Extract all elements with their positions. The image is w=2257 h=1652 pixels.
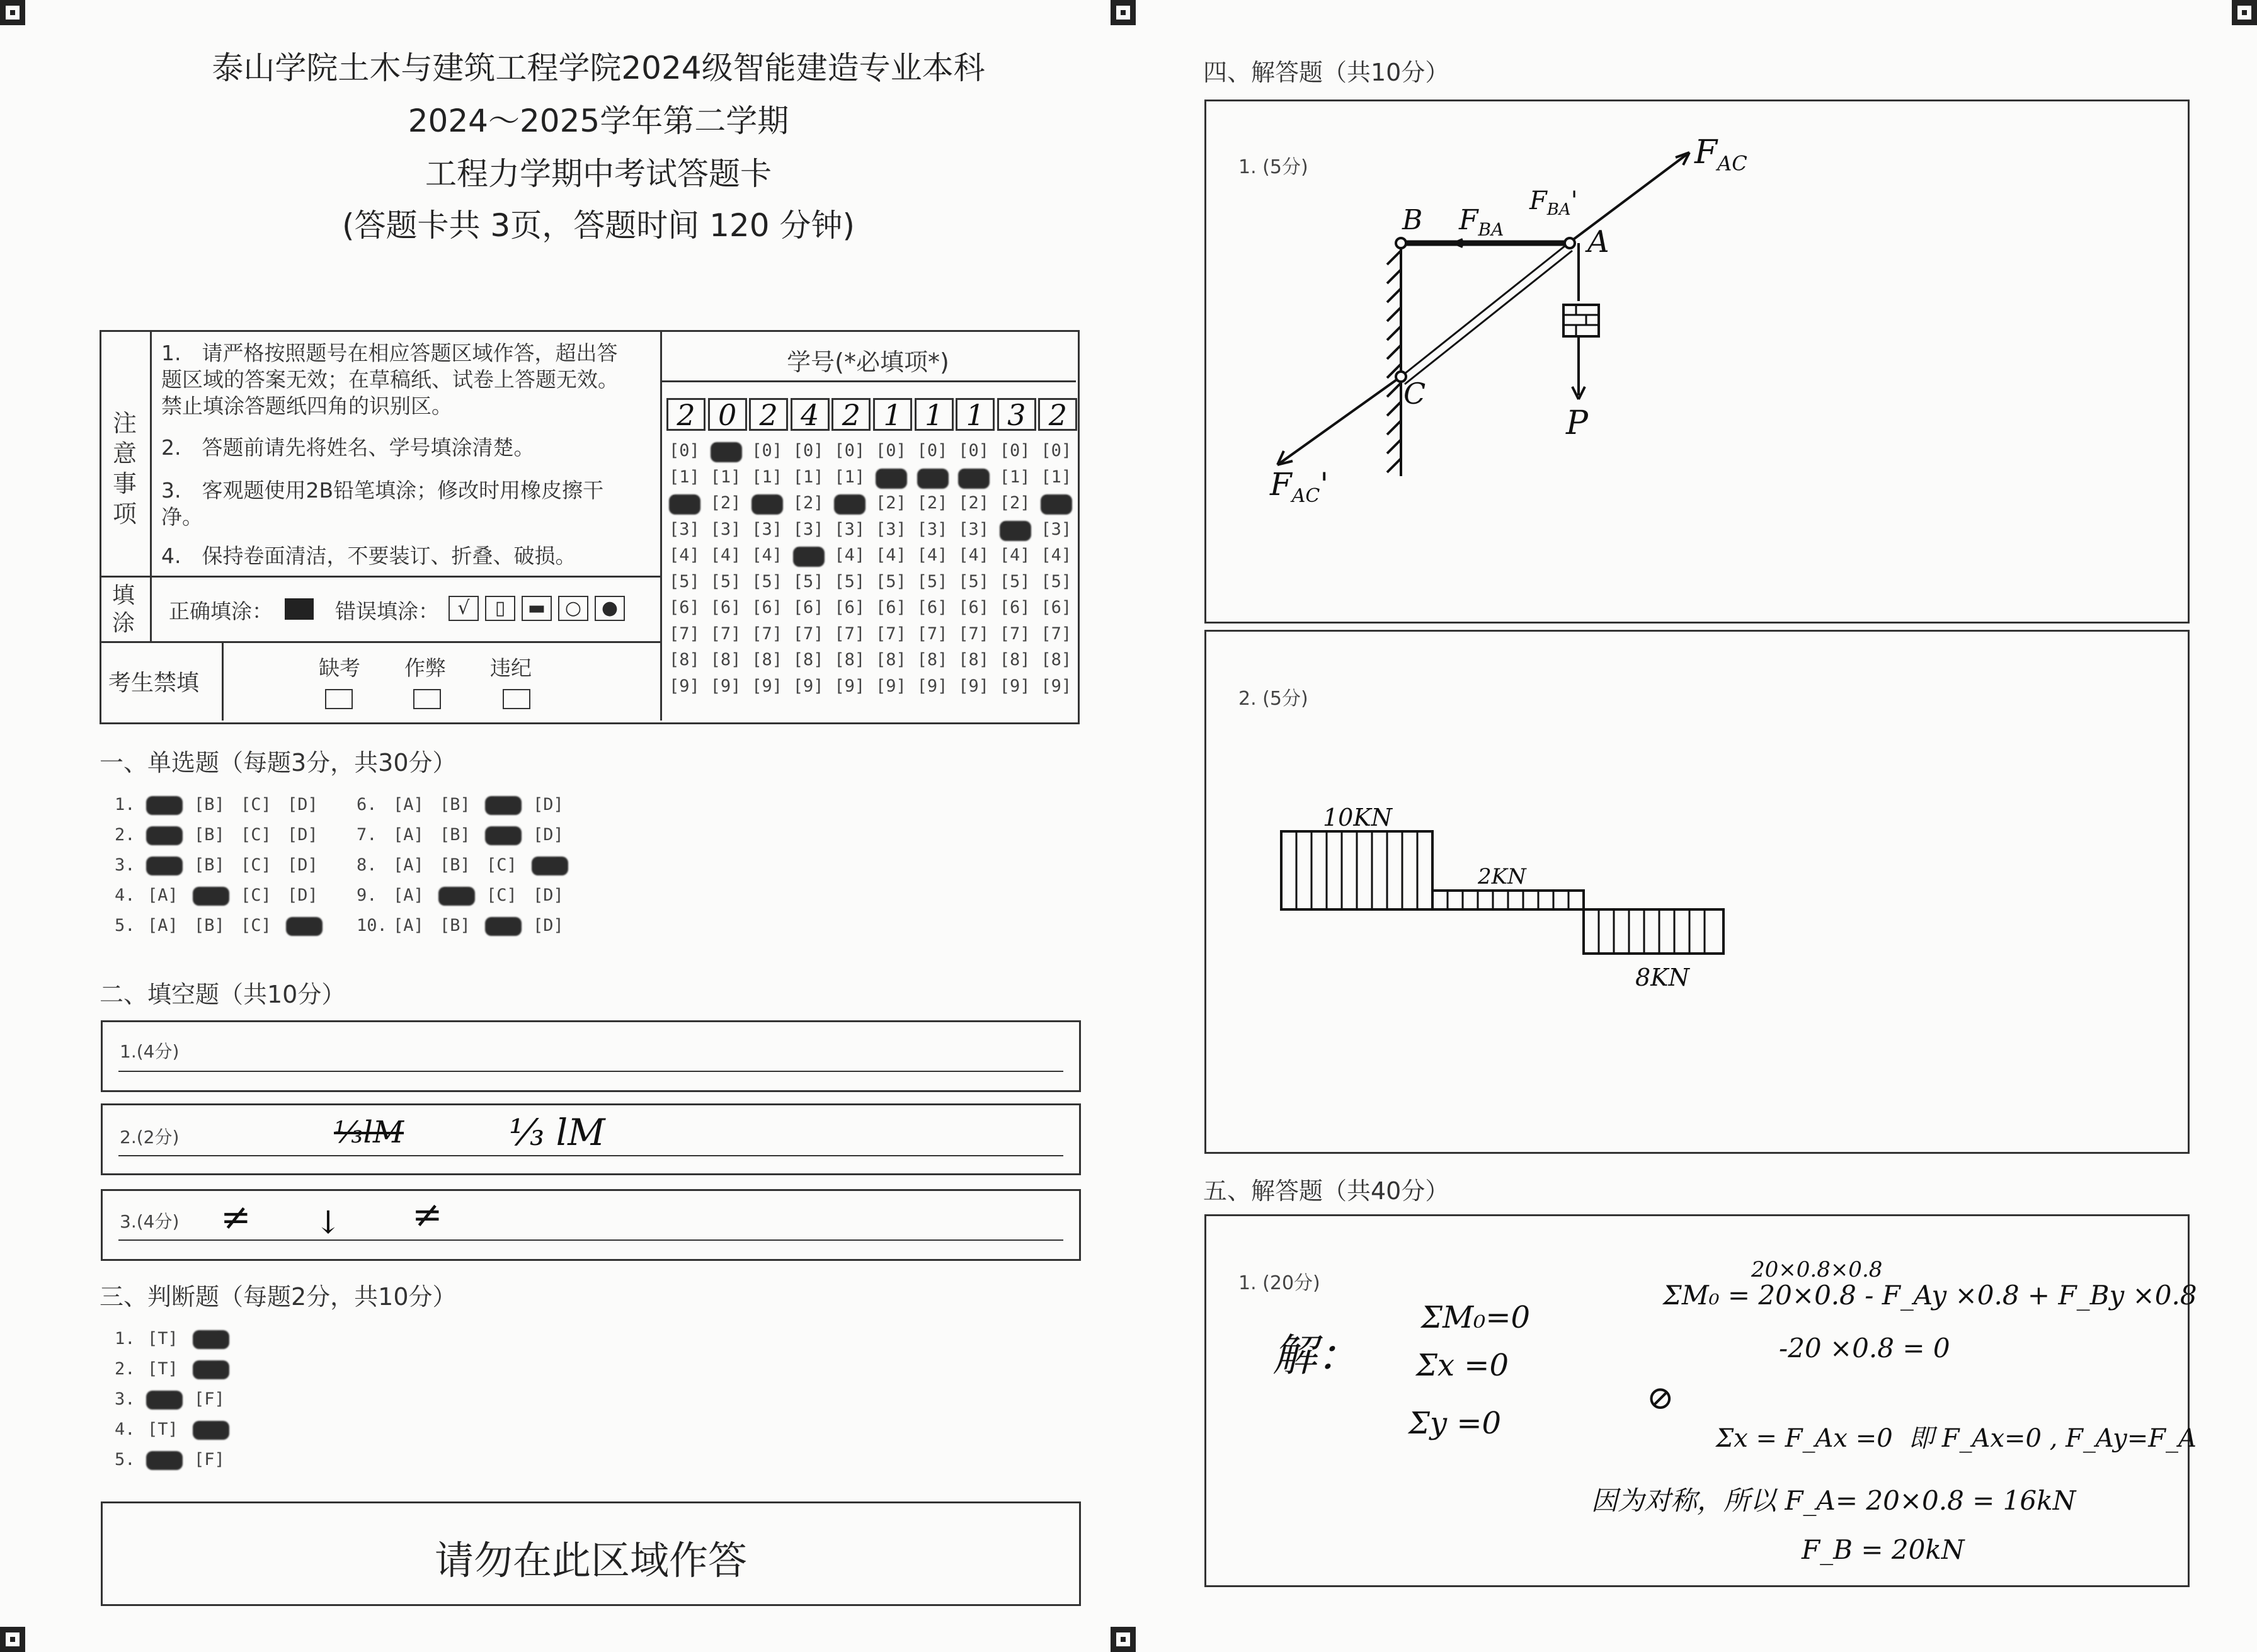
student-id-bubble[interactable]: [7] (958, 624, 989, 644)
truss-diagram (1204, 100, 2186, 620)
single-choice-option[interactable]: [D] (533, 886, 564, 905)
student-id-bubble[interactable]: [9] (1041, 676, 1072, 696)
student-id-filled-mark (917, 469, 949, 489)
student-id-bubble[interactable]: [9] (669, 676, 700, 696)
student-id-bubble[interactable]: [5] (751, 571, 782, 591)
student-id-bubble[interactable]: [4] (834, 545, 866, 565)
eq-sum-y: Σy =0 (1408, 1406, 1502, 1441)
true-false-title: 三、判断题（每题2分，共10分） (100, 1283, 457, 1311)
student-id-bubble[interactable]: [1] (751, 467, 782, 487)
student-id-bubble[interactable]: [4] (999, 545, 1031, 565)
student-id-bubble[interactable]: [9] (917, 676, 948, 696)
student-id-bubble[interactable]: [9] (876, 676, 906, 696)
section5-q1-label: 1. (20分) (1238, 1272, 1320, 1294)
student-id-digit: 1 (915, 398, 954, 431)
student-id-bubble[interactable]: [9] (999, 676, 1031, 696)
student-id-bubble[interactable]: [0] (917, 441, 948, 460)
student-id-bubble[interactable]: [4] (751, 545, 782, 565)
joint-a (1565, 238, 1575, 248)
fill-blank-q2-answer: ⅓ lM (509, 1111, 605, 1154)
student-id-digit: 2 (831, 398, 871, 431)
student-id-bubble[interactable]: [6] (917, 598, 948, 617)
header-line1: 泰山学院土木与建筑工程学院2024级智能建造专业本科 (212, 50, 985, 86)
student-id-bubble[interactable]: [2] (792, 493, 824, 513)
absent-checkbox[interactable] (325, 689, 353, 709)
student-id-bubble[interactable]: [3] (958, 519, 989, 539)
solve-label: 解： (1272, 1330, 1361, 1381)
student-id-bubble[interactable]: [3] (751, 519, 782, 539)
single-choice-option[interactable]: [B] (194, 855, 225, 875)
student-id-bubble[interactable]: [6] (999, 598, 1031, 617)
single-choice-option[interactable]: [D] (533, 825, 564, 845)
student-id-bubble[interactable]: [8] (1041, 650, 1072, 669)
single-choice-option[interactable]: [D] (287, 886, 318, 905)
single-choice-option[interactable]: [C] (241, 855, 271, 875)
student-id-bubble[interactable]: [6] (669, 598, 700, 617)
single-choice-number: 8. (357, 855, 377, 875)
student-id-bubble[interactable]: [2] (876, 493, 906, 513)
single-choice-option[interactable]: [C] (241, 825, 271, 845)
student-id-bubble[interactable]: [0] (751, 441, 782, 460)
eq-sum-x: Σx =0 (1416, 1348, 1509, 1383)
student-id-bubble[interactable]: [0] (999, 441, 1031, 460)
cheat-checkbox[interactable] (413, 689, 441, 709)
true-false-number: 3. (115, 1389, 135, 1409)
true-false-number: 1. (115, 1329, 135, 1348)
student-id-bubble[interactable]: [7] (917, 624, 948, 644)
load-block (1563, 305, 1599, 336)
eq-sum-m0: ΣM₀=0 (1421, 1300, 1531, 1335)
fill-blank-q3-answer-1: ≠ (220, 1195, 251, 1238)
student-id-digit: 1 (873, 398, 912, 431)
student-id-digit: 3 (997, 398, 1036, 431)
corner-marker-bc (1111, 1627, 1136, 1652)
student-id-bubble[interactable]: [8] (958, 650, 989, 669)
student-id-bubble[interactable]: [1] (834, 467, 866, 487)
single-choice-filled-mark (146, 796, 183, 815)
student-id-bubble[interactable]: [8] (792, 650, 824, 669)
student-id-bubble[interactable]: [9] (834, 676, 866, 696)
student-id-bubble[interactable]: [0] (669, 441, 700, 460)
student-id-bubble[interactable]: [7] (669, 624, 700, 644)
symmetry-line: 因为对称，所以 F_A= 20×0.8 = 16kN (1591, 1485, 2076, 1516)
section4-q1-label: 1. (5分) (1238, 156, 1308, 178)
fill-blank-q1-box[interactable] (101, 1020, 1081, 1092)
header-line2: 2024～2025学年第二学期 (408, 103, 789, 139)
student-id-filled-mark (958, 469, 990, 489)
fill-blank-q2-label: 2.(2分) (120, 1127, 180, 1148)
cheat-label: 作弊 (404, 656, 446, 680)
notice-item-1: 1. 请严格按照题号在相应答题区域作答，超出答题区域的答案无效；在草稿纸、试卷上答题无效。禁止填涂答题纸四角的识别区。 (161, 341, 619, 418)
student-id-bubble[interactable]: [1] (710, 467, 741, 487)
student-id-bubble[interactable]: [5] (917, 571, 948, 591)
force-fac-reverse (1277, 377, 1401, 465)
student-id-digit: 2 (749, 398, 788, 431)
student-id-bubble[interactable]: [9] (751, 676, 782, 696)
single-choice-filled-mark (438, 887, 475, 906)
student-id-bubble[interactable]: [3] (834, 519, 866, 539)
single-choice-title: 一、单选题（每题3分，共30分） (100, 749, 457, 777)
correct-fill-label: 正确填涂： (169, 599, 273, 624)
student-id-filled-mark (793, 547, 825, 567)
fb-line: F_B = 20kN (1802, 1534, 1965, 1565)
fill-blank-q3-answer-3: ≠ (412, 1193, 443, 1236)
single-choice-number: 9. (357, 886, 377, 905)
single-choice-number: 1. (115, 795, 135, 814)
section5-title: 五、解答题（共40分） (1203, 1177, 1449, 1205)
notice-item-4: 4. 保持卷面清洁，不要装订、折叠、破损。 (161, 544, 576, 568)
student-id-bubble[interactable]: [5] (792, 571, 824, 591)
student-id-bubble[interactable]: [8] (751, 650, 782, 669)
fill-label: 填涂 (112, 583, 135, 636)
single-choice-number: 7. (357, 825, 377, 845)
label-p: P (1566, 404, 1588, 442)
label-a: A (1587, 224, 1609, 259)
single-choice-option[interactable]: [A] (393, 825, 424, 845)
shear-label-2kn: 2KN (1478, 864, 1526, 889)
fill-blank-q3-label: 3.(4分) (120, 1211, 180, 1232)
student-id-bubble[interactable]: [8] (876, 650, 906, 669)
student-id-filled-mark (751, 494, 783, 515)
wrong-fill-samples: √ ▯ ▬ ○ ● (449, 596, 625, 621)
single-choice-option[interactable]: [A] (147, 916, 178, 935)
true-false-filled-mark (193, 1421, 229, 1440)
single-choice-filled-mark (146, 826, 183, 845)
segment-8kn (1584, 909, 1723, 954)
shear-label-10kn: 10KN (1323, 804, 1392, 831)
student-id-bubble[interactable]: [4] (669, 545, 700, 565)
label-fba: $F_{BA}$ (1459, 204, 1504, 240)
corner-marker-tc (1111, 0, 1136, 25)
single-choice-filled-mark (485, 826, 522, 845)
correct-fill-sample (285, 598, 314, 620)
student-id-bubble[interactable]: [0] (834, 441, 866, 460)
section5-q1-box[interactable] (1204, 1214, 2190, 1587)
single-choice-number: 2. (115, 825, 135, 845)
notice-label: 注意事项 (112, 409, 137, 528)
sum-x-line: Σx = F_Ax =0 即 F_Ax=0 , F_Ay=F_A (1716, 1424, 2197, 1453)
fill-blank-q2-strike: ⅓lM (334, 1115, 404, 1150)
student-id-filled-mark (834, 494, 866, 515)
student-id-digit: 0 (708, 398, 747, 431)
single-choice-option[interactable]: [B] (440, 795, 471, 814)
single-choice-option[interactable]: [C] (241, 886, 271, 905)
student-id-filled-mark (669, 494, 700, 515)
moment-top: 20×0.8×0.8 (1751, 1257, 1883, 1282)
true-false-filled-mark (193, 1360, 229, 1379)
student-id-bubble[interactable]: [7] (710, 624, 741, 644)
student-id-bubble[interactable]: [3] (1041, 519, 1072, 539)
label-fac-reverse: $F_{AC}'$ (1270, 466, 1329, 507)
fill-blank-q1-label: 1.(4分) (120, 1041, 180, 1062)
single-choice-filled-mark (485, 917, 522, 936)
true-false-number: 4. (115, 1420, 135, 1439)
student-id-bubble[interactable]: [3] (710, 519, 741, 539)
header-line3: 工程力学期中考试答题卡 (425, 156, 772, 192)
no-answer-zone-text: 请勿在此区域作答 (434, 1537, 747, 1583)
single-choice-number: 4. (115, 886, 135, 905)
student-id-bubble[interactable]: [0] (792, 441, 824, 460)
single-choice-option[interactable]: [B] (440, 855, 471, 875)
student-id-digit: 4 (791, 398, 830, 431)
student-id-bubble[interactable]: [7] (834, 624, 866, 644)
corner-marker-tl (0, 0, 25, 25)
student-id-bubble[interactable]: [4] (917, 545, 948, 565)
student-id-bubble[interactable]: [6] (710, 598, 741, 617)
student-id-bubble[interactable]: [6] (792, 598, 824, 617)
student-id-filled-mark (1041, 494, 1072, 515)
student-id-bubble[interactable]: [4] (710, 545, 741, 565)
student-id-bubble[interactable]: [7] (751, 624, 782, 644)
student-id-bubble[interactable]: [6] (834, 598, 866, 617)
forbid-label: 考生禁填 (108, 670, 200, 696)
student-id-bubble[interactable]: [4] (876, 545, 906, 565)
single-choice-option[interactable]: [D] (287, 855, 318, 875)
single-choice-filled-mark (286, 917, 323, 936)
student-id-bubble[interactable]: [6] (876, 598, 906, 617)
student-id-bubble[interactable]: [1] (792, 467, 824, 487)
single-choice-filled-mark (193, 887, 229, 906)
true-false-option[interactable]: [T] (147, 1420, 178, 1439)
label-fba-prime: $F_{BA}'$ (1529, 186, 1578, 219)
single-choice-filled-mark (485, 796, 522, 815)
label-c: C (1403, 377, 1426, 411)
single-choice-option[interactable]: [B] (194, 916, 225, 935)
student-id-bubble[interactable]: [1] (1041, 467, 1072, 487)
student-id-bubble[interactable]: [6] (958, 598, 989, 617)
student-id-bubble[interactable]: [5] (669, 571, 700, 591)
student-id-filled-mark (1000, 521, 1031, 541)
single-choice-option[interactable]: [B] (440, 916, 471, 935)
student-id-bubble[interactable]: [5] (958, 571, 989, 591)
moment-line-2: -20 ×0.8 = 0 (1779, 1333, 1950, 1364)
notice-item-2: 2. 答题前请先将姓名、学号填涂清楚。 (161, 435, 535, 460)
student-id-bubble[interactable]: [9] (792, 676, 824, 696)
single-choice-option[interactable]: [A] (147, 886, 178, 905)
single-choice-option[interactable]: [D] (533, 916, 564, 935)
single-choice-option[interactable]: [D] (287, 825, 318, 845)
student-id-bubble[interactable]: [3] (917, 519, 948, 539)
wall-hatch (1387, 251, 1401, 472)
student-id-bubble[interactable]: [5] (1041, 571, 1072, 591)
single-choice-option[interactable]: [B] (440, 825, 471, 845)
violation-label: 违纪 (490, 656, 532, 680)
true-false-number: 2. (115, 1359, 135, 1379)
student-id-bubble[interactable]: [5] (710, 571, 741, 591)
member-ac-1 (1401, 243, 1568, 377)
single-choice-option[interactable]: [B] (194, 795, 225, 814)
single-choice-option[interactable]: [A] (393, 795, 424, 814)
single-choice-option[interactable]: [A] (393, 855, 424, 875)
student-id-bubble[interactable]: [3] (876, 519, 906, 539)
single-choice-number: 10. (357, 916, 387, 935)
wrong-fill-label: 错误填涂： (335, 599, 439, 624)
student-id-filled-mark (711, 442, 742, 462)
label-fac: $F_{AC}$ (1694, 134, 1747, 176)
student-id-bubble[interactable]: [5] (876, 571, 906, 591)
student-id-bubble[interactable]: [7] (999, 624, 1031, 644)
true-false-filled-mark (146, 1451, 183, 1470)
student-id-bubble[interactable]: [7] (876, 624, 906, 644)
single-choice-number: 6. (357, 795, 377, 814)
student-id-bubble[interactable]: [1] (999, 467, 1031, 487)
corner-marker-bl (0, 1627, 25, 1652)
moment-line-1: ΣM₀ = 20×0.8 - F_Ay ×0.8 + F_By ×0.8 (1663, 1280, 2197, 1311)
single-choice-number: 5. (115, 916, 135, 935)
student-id-digit: 2 (1038, 398, 1077, 431)
student-id-bubble[interactable]: [8] (710, 650, 741, 669)
shear-label-8kn: 8KN (1635, 964, 1689, 991)
student-id-bubble[interactable]: [3] (669, 519, 700, 539)
violation-checkbox[interactable] (503, 689, 530, 709)
label-b: B (1402, 204, 1423, 236)
student-id-bubble[interactable]: [5] (834, 571, 866, 591)
student-id-bubble[interactable]: [8] (669, 650, 700, 669)
single-choice-filled-mark (532, 857, 568, 875)
fill-blank-title: 二、填空题（共10分） (100, 981, 346, 1008)
true-false-filled-mark (146, 1391, 183, 1410)
student-id-bubble[interactable]: [8] (999, 650, 1031, 669)
student-id-digit: 1 (956, 398, 995, 431)
corner-marker-tr (2232, 0, 2257, 25)
force-fac (1568, 152, 1689, 243)
single-choice-option[interactable]: [C] (486, 886, 517, 905)
student-id-bubble[interactable]: [8] (917, 650, 948, 669)
student-id-bubble[interactable]: [1] (669, 467, 700, 487)
student-id-bubble[interactable]: [6] (751, 598, 782, 617)
true-false-number: 5. (115, 1450, 135, 1469)
true-false-option[interactable]: [F] (194, 1389, 225, 1409)
single-choice-option[interactable]: [D] (533, 795, 564, 814)
section4-q2-label: 2. (5分) (1238, 688, 1308, 710)
student-id-bubble[interactable]: [7] (792, 624, 824, 644)
student-id-filled-mark (876, 469, 907, 489)
true-false-filled-mark (193, 1330, 229, 1349)
student-id-bubble[interactable]: [6] (1041, 598, 1072, 617)
absent-label: 缺考 (319, 656, 360, 680)
notice-item-3: 3. 客观题使用2B铅笔填涂；修改时用橡皮擦干净。 (161, 478, 604, 529)
student-id-bubble[interactable]: [5] (999, 571, 1031, 591)
student-id-bubble[interactable]: [7] (1041, 624, 1072, 644)
true-false-option[interactable]: [T] (147, 1359, 178, 1379)
student-id-bubble[interactable]: [9] (958, 676, 989, 696)
student-id-bubble[interactable]: [8] (834, 650, 866, 669)
student-id-bubble[interactable]: [9] (710, 676, 741, 696)
student-id-bubble[interactable]: [0] (1041, 441, 1072, 460)
single-choice-option[interactable]: [A] (393, 916, 424, 935)
section4-title: 四、解答题（共10分） (1203, 59, 1449, 86)
member-ac-2 (1405, 251, 1572, 384)
student-id-bubble[interactable]: [4] (958, 545, 989, 565)
student-id-bubble[interactable]: [4] (1041, 545, 1072, 565)
single-choice-number: 3. (115, 855, 135, 875)
header-line4: (答题卡共 3页，答题时间 120 分钟) (342, 207, 855, 244)
single-choice-filled-mark (146, 857, 183, 875)
single-choice-option[interactable]: [A] (393, 886, 424, 905)
single-choice-option[interactable]: [C] (241, 916, 271, 935)
scribble: ⊘ (1647, 1379, 1674, 1417)
single-choice-option[interactable]: [C] (486, 855, 517, 875)
joint-b (1396, 238, 1406, 248)
true-false-option[interactable]: [F] (194, 1450, 225, 1469)
fill-blank-q3-answer-2: ↓ (315, 1204, 341, 1241)
true-false-option[interactable]: [T] (147, 1329, 178, 1348)
single-choice-option[interactable]: [D] (287, 795, 318, 814)
student-id-digit: 2 (666, 398, 706, 431)
student-id-bubble[interactable]: [0] (958, 441, 989, 460)
student-id-bubble[interactable]: [0] (876, 441, 906, 460)
student-id-title: 学号(*必填项*) (787, 348, 949, 376)
single-choice-option[interactable]: [C] (241, 795, 271, 814)
student-id-bubble[interactable]: [2] (710, 493, 741, 513)
student-id-bubble[interactable]: [3] (792, 519, 824, 539)
student-id-bubble[interactable]: [2] (917, 493, 948, 513)
single-choice-option[interactable]: [B] (194, 825, 225, 845)
shear-diagram (1204, 630, 2186, 1150)
student-id-bubble[interactable]: [2] (999, 493, 1031, 513)
student-id-bubble[interactable]: [2] (958, 493, 989, 513)
